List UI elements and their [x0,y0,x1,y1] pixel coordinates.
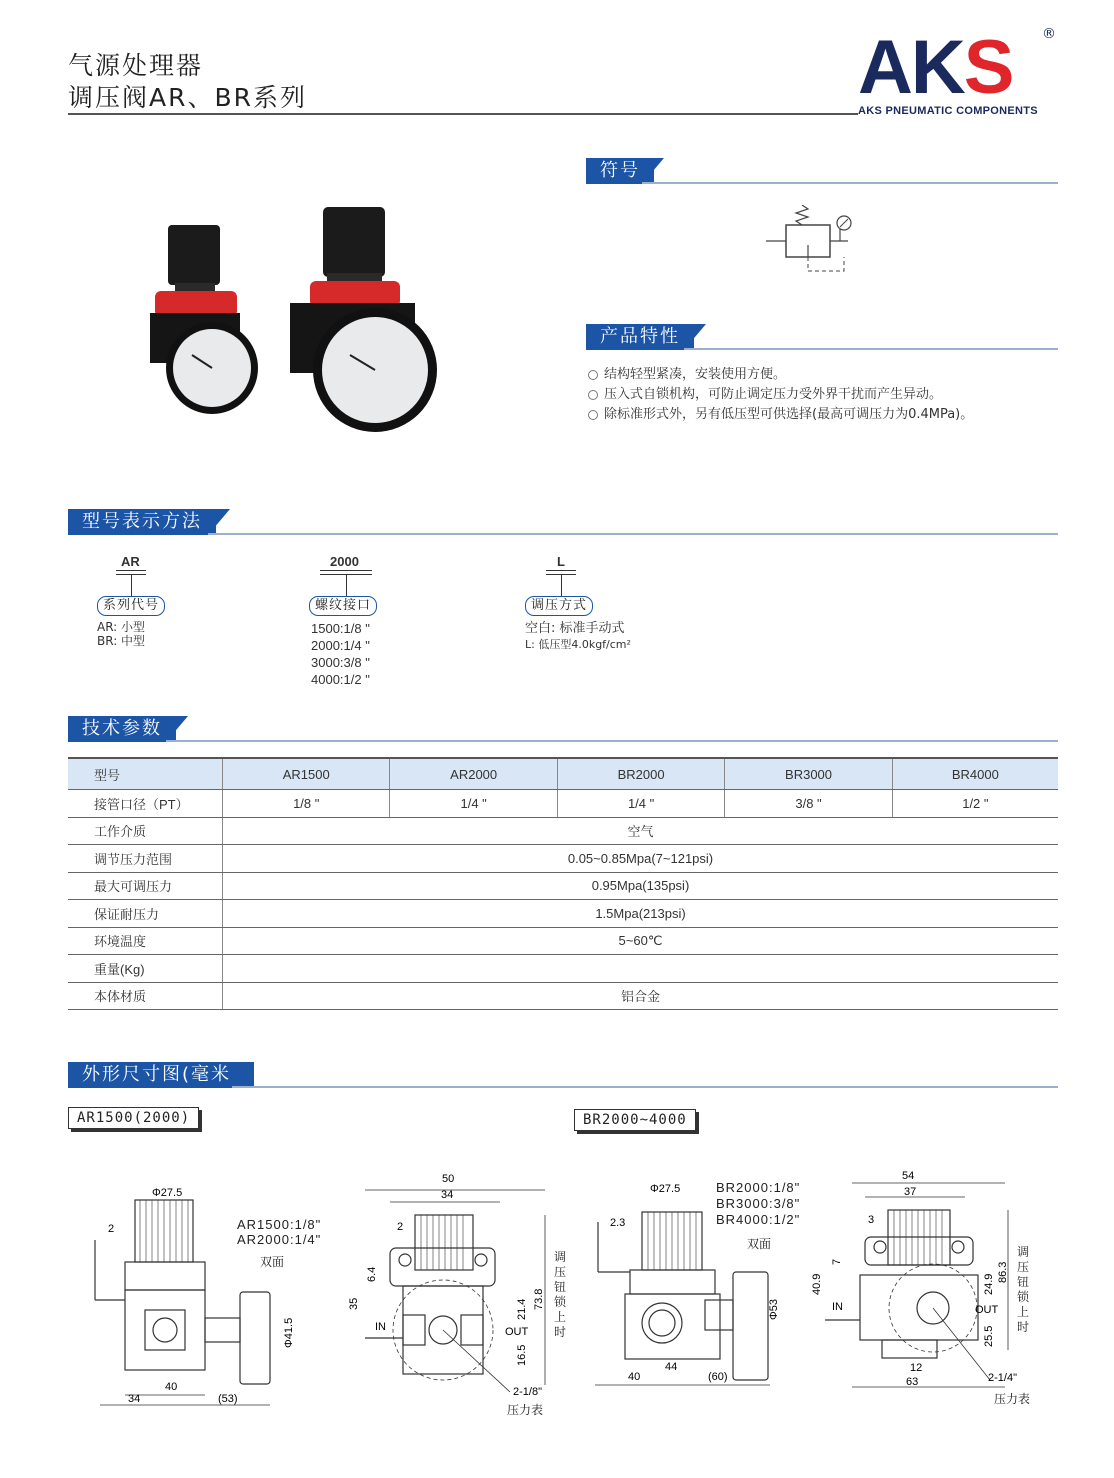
table-header-cell: BR3000 [725,758,892,790]
table-cell: 环境温度 [68,927,223,955]
table-cell: 0.05~0.85Mpa(7~121psi) [223,845,1059,873]
table-cell: 0.95Mpa(135psi) [223,872,1059,900]
gauge-label: 压力表 [994,1392,1031,1406]
table-row [68,955,1058,983]
header-rule [68,113,858,115]
model-option: BR: 中型 [97,634,146,648]
dim-label: Φ41.5 [283,1317,295,1348]
dim-label: 40 [628,1371,641,1383]
dim-label: 2.3 [610,1217,626,1229]
in-label: IN [375,1321,386,1333]
dim-label: 21.4 [516,1298,528,1320]
ar-both-sides: 双面 [260,1255,285,1269]
model-option: 1500:1/8 " [311,621,370,636]
dim-label: 25.5 [983,1325,995,1347]
dim-label: 16.5 [516,1344,528,1366]
gauge-label: 压力表 [507,1403,544,1417]
code-connector [131,574,132,596]
dim-label: (60) [708,1371,728,1383]
ar-port-note: AR1500:1/8" [237,1217,322,1232]
br-dim-label: BR2000~4000 [574,1109,696,1131]
code-connector [561,574,562,596]
br-port-note: BR4000:1/2" [716,1212,801,1227]
table-cell: 重量(Kg) [68,955,223,983]
model-code-series: AR [121,554,140,569]
dim-label: 54 [902,1170,915,1182]
table-header-row [68,758,1058,790]
regulator-symbol [766,205,856,277]
small-knob [168,225,220,285]
table-header-cell: BR4000 [892,758,1058,790]
lock-note: 调压钮锁上时 [1017,1245,1030,1334]
dim-label: 37 [904,1186,917,1198]
table-cell: 接管口径（PT） [68,790,223,818]
section-params: 技术参数 [68,716,1058,742]
table-row [68,872,1058,900]
in-label: IN [832,1301,843,1313]
br-both-sides: 双面 [747,1237,772,1251]
table-cell: 1.5Mpa(213psi) [223,900,1059,928]
lock-note: 调压钮锁上时 [554,1250,567,1339]
table-row [68,982,1058,1010]
table-cell: 5~60℃ [223,927,1059,955]
model-option: 4000:1/2 " [311,672,370,687]
table-row [68,927,1058,955]
feature-item: 压入式自锁机构，可防止调定压力受外界干扰而产生异动。 [588,383,942,402]
code-connector [346,574,347,596]
table-cell: 最大可调压力 [68,872,223,900]
dim-label: 2 [397,1221,404,1233]
model-code-thread: 2000 [330,554,359,569]
ar-front-drawing [80,1180,330,1410]
dim-label: (53) [218,1393,238,1405]
dim-label: 34 [441,1189,454,1201]
section-model: 型号表示方法 [68,509,1058,535]
table-cell: 1/4 " [390,790,557,818]
page-subtitle: 调压阀AR、BR系列 [68,83,307,112]
table-row [68,900,1058,928]
table-cell [223,955,1059,983]
dim-label: 2 [108,1223,115,1235]
dim-label: 24.9 [983,1273,995,1295]
table-cell: 空气 [223,817,1059,845]
dim-label: Φ53 [768,1298,780,1320]
dim-label: 63 [906,1376,919,1388]
product-photo [130,195,440,445]
spec-table [68,757,1058,1010]
table-cell: 调节压力范围 [68,845,223,873]
table-cell: 1/2 " [892,790,1058,818]
dim-label: 6.4 [366,1266,378,1282]
dim-label: 40.9 [811,1273,823,1295]
dim-label: 44 [665,1361,678,1373]
dim-label: 73.8 [533,1288,545,1310]
table-header-cell: BR2000 [557,758,724,790]
out-label: OUT [975,1304,999,1316]
model-label-adjust: 调压方式 [525,596,593,616]
table-header-cell: AR1500 [223,758,390,790]
logo-subtitle: AKS PNEUMATIC COMPONENTS [858,105,1038,117]
ar-dim-label: AR1500(2000) [68,1107,199,1129]
table-cell: 工作介质 [68,817,223,845]
table-row [68,790,1058,818]
dim-label: 35 [348,1297,360,1310]
br-side-drawing [810,1165,1025,1405]
dim-label: 40 [165,1381,178,1393]
model-option: 3000:3/8 " [311,655,370,670]
br-port-note: BR2000:1/8" [716,1180,801,1195]
ar-port-note: AR2000:1/4" [237,1232,322,1247]
aks-logo: AKS [858,25,1013,110]
table-header-cell: AR2000 [390,758,557,790]
dim-label: Φ27.5 [650,1183,681,1195]
page-title: 气源处理器 [68,51,204,80]
out-label: OUT [505,1326,529,1338]
section-dims: 外形尺寸图(毫米) [68,1062,1058,1088]
large-knob [323,207,385,277]
table-row [68,845,1058,873]
table-row [68,817,1058,845]
model-label-series: 系列代号 [97,596,165,616]
model-option: 2000:1/4 " [311,638,370,653]
section-symbol: 符号 [586,158,1058,184]
model-label-thread: 螺纹接口 [309,596,377,616]
br-port-note: BR3000:3/8" [716,1196,801,1211]
table-cell: 3/8 " [725,790,892,818]
table-cell: 保证耐压力 [68,900,223,928]
port-label: 2-1/8" [513,1386,542,1398]
table-cell: 1/8 " [223,790,390,818]
port-label: 2-1/4" [988,1372,1017,1384]
table-cell: 铝合金 [223,982,1059,1010]
dim-label: 7 [831,1258,843,1265]
section-features: 产品特性 [586,324,1058,350]
model-option: AR: 小型 [97,620,146,634]
dim-label: 34 [128,1393,141,1405]
ar-side-drawing [345,1170,585,1420]
dim-label: 86.3 [997,1261,1009,1283]
dim-label: 50 [442,1173,455,1185]
model-option: L: 低压型4.0kgf/cm² [525,638,631,651]
registered-mark: ® [1042,26,1056,42]
dim-label: Φ27.5 [152,1187,183,1199]
table-cell: 本体材质 [68,982,223,1010]
feature-item: 结构轻型紧凑，安装使用方便。 [588,363,786,382]
model-option: 空白: 标准手动式 [525,621,625,636]
table-header-cell: 型号 [68,758,223,790]
feature-item: 除标准形式外，另有低压型可供选择(最高可调压力为0.4MPa)。 [588,403,973,422]
dim-label: 3 [868,1214,875,1226]
dim-label: 12 [910,1362,923,1374]
model-code-adjust: L [557,554,565,569]
table-cell: 1/4 " [557,790,724,818]
